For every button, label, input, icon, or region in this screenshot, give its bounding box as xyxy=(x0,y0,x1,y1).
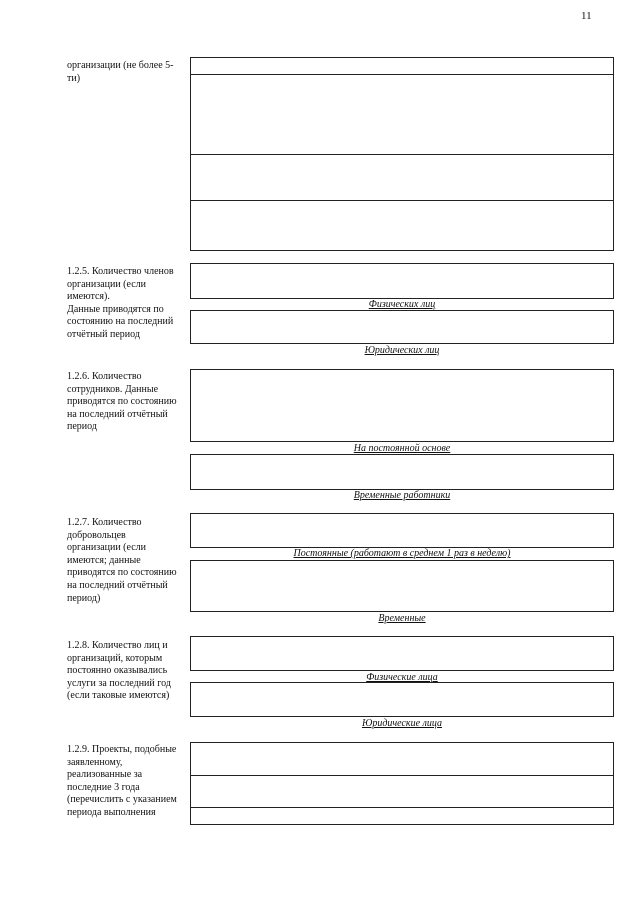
volunteers-temporary-caption: Временные xyxy=(378,613,426,624)
table-row-divider xyxy=(191,775,613,776)
section-1-2-6-label: 1.2.6. Количество сотрудников. Данные приводятся по состоянию на последний отчётный период xyxy=(67,371,177,433)
members-legal-entities-field[interactable] xyxy=(190,310,614,344)
volunteers-temporary-field[interactable] xyxy=(190,560,614,612)
section-1-2-5-label: 1.2.5. Количество членов организации (если имеются). Данные приводятся по состоянию на последний отчётный период xyxy=(67,266,174,340)
members-individuals-field[interactable] xyxy=(190,263,614,299)
section-1-2-7-label: 1.2.7. Количество добровольцев организации (если имеются; данные приводятся по состоянию на последний отчётный период) xyxy=(67,517,177,604)
members-legal-entities-caption: Юридических лиц xyxy=(364,345,440,356)
members-individuals-caption: Физических лиц xyxy=(368,299,436,310)
served-legal-entities-field[interactable] xyxy=(190,682,614,717)
served-individuals-caption: Физические лица xyxy=(366,672,438,683)
volunteers-permanent-caption: Постоянные (работают в среднем 1 раз в неделю) xyxy=(293,548,511,559)
table-row-divider xyxy=(191,200,613,201)
similar-projects-table[interactable] xyxy=(190,742,614,825)
served-individuals-field[interactable] xyxy=(190,636,614,671)
staff-permanent-field[interactable] xyxy=(190,369,614,442)
served-legal-entities-caption: Юридические лица xyxy=(362,718,442,729)
organizations-table xyxy=(190,57,614,251)
table-row-divider xyxy=(191,74,613,75)
table-row-divider xyxy=(191,154,613,155)
section-1-2-9-label: 1.2.9. Проекты, подобные заявленному, реализованные за последние 3 года (перечислить с указанием периода выполнения xyxy=(67,744,177,818)
table-row-divider xyxy=(191,807,613,808)
staff-permanent-caption: На постоянной основе xyxy=(353,443,451,454)
section-1-2-8-label: 1.2.8. Количество лиц и организаций, которым постоянно оказывались услуги за последний год (если таковые имеются) xyxy=(67,640,171,702)
staff-temporary-field[interactable] xyxy=(190,454,614,490)
page-number: 11 xyxy=(581,10,592,22)
staff-temporary-caption: Временные работники xyxy=(353,490,451,501)
section-organizations-label: организации (не более 5- ти) xyxy=(67,60,174,84)
volunteers-permanent-field[interactable] xyxy=(190,513,614,548)
